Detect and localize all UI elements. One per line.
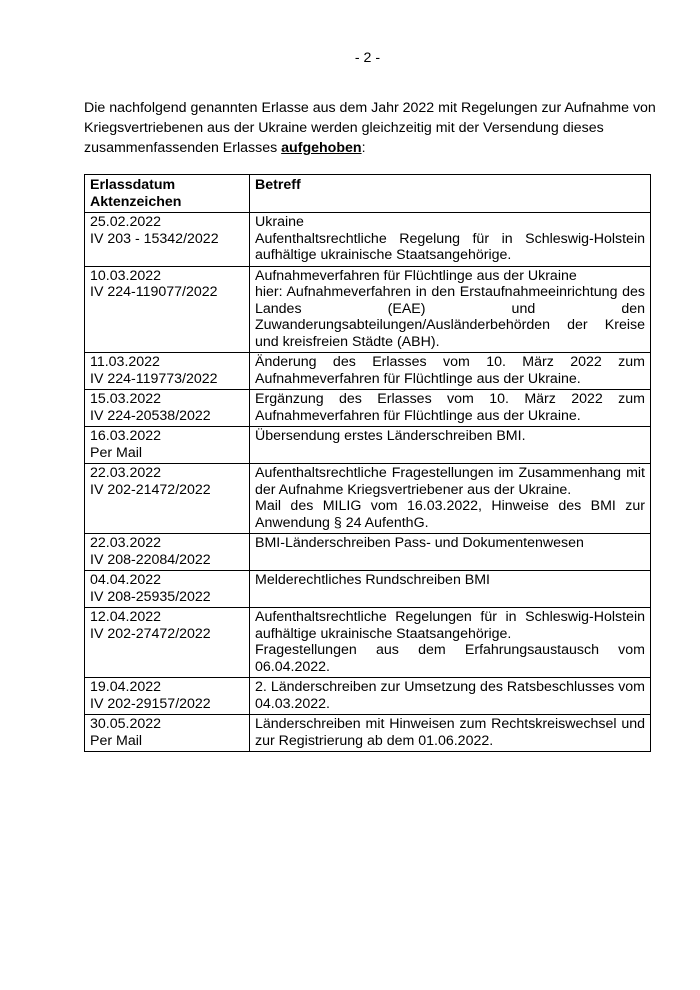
decree-date: 10.03.2022 — [90, 267, 162, 284]
subject-line: Aufenthaltsrechtliche Fragestellungen im Zusammenhang mit der Aufnahme Kriegsvertriebener aus der Ukraine. — [255, 465, 645, 498]
date-reference-cell — [85, 390, 250, 427]
header-subject: Betreff — [250, 175, 651, 213]
subject-line: Aufenthaltsrechtliche Regelungen für in Schleswig-Holstein aufhältige ukrainische Staatsangehörige. — [255, 609, 645, 642]
decree-date: 22.03.2022 — [90, 465, 162, 481]
date-reference-cell — [85, 678, 250, 715]
decree-date: 19.04.2022 — [90, 679, 162, 695]
date-reference-cell — [85, 266, 250, 353]
subject-line: 2. Länderschreiben zur Umsetzung des Ratsbeschlusses vom 04.03.2022. — [255, 679, 645, 712]
decree-reference: IV 208-22084/2022 — [90, 551, 211, 568]
date-reference-cell — [85, 571, 250, 608]
intro-punctuation: : — [361, 140, 366, 156]
decree-reference: IV 202-27472/2022 — [90, 625, 211, 642]
table-row — [85, 571, 651, 608]
subject-cell — [250, 678, 651, 715]
table-row — [85, 213, 651, 267]
decree-date: 15.03.2022 — [90, 391, 162, 407]
subject-cell — [250, 464, 651, 534]
decree-date: 22.03.2022 — [90, 535, 162, 551]
subject-line: hier: Aufnahmeverfahren in den Erstaufnahmeeinrichtung des Landes (EAE) und den Zuwanderungsabteilungen/Ausländerbehörden der Kreise und kreisfreien Städte (ABH). — [255, 284, 645, 350]
intro-emphasis: aufgehoben — [281, 140, 362, 156]
decree-table — [84, 174, 651, 752]
decree-reference: IV 224-119077/2022 — [90, 284, 218, 300]
page-number: - 2 - — [354, 50, 381, 66]
table-row — [85, 608, 651, 678]
decree-date: 12.04.2022 — [90, 609, 162, 625]
intro-text: Die nachfolgend genannten Erlasse aus dem Jahr 2022 mit Regelungen zur Aufnahme von Kriegsvertriebenen aus der Ukraine werden gleichzeitig mit der Versendung dieses zusammenfassenden Erlasses — [84, 100, 656, 156]
table-row — [85, 353, 651, 390]
date-reference-cell — [85, 427, 250, 464]
subject-cell — [250, 571, 651, 608]
table-row — [85, 464, 651, 534]
intro-paragraph — [84, 98, 664, 158]
subject-cell — [250, 213, 651, 267]
table-row — [85, 715, 651, 752]
subject-line: Länderschreiben mit Hinweisen zum Rechtskreiswechsel und zur Registrierung ab dem 01.06.2022. — [255, 716, 645, 749]
subject-line: Aufnahmeverfahren für Flüchtlinge aus der Ukraine — [255, 267, 577, 284]
date-reference-cell — [85, 464, 250, 534]
table-row — [85, 427, 651, 464]
date-reference-cell — [85, 608, 250, 678]
subject-line: Fragestellungen aus dem Erfahrungsaustausch vom 06.04.2022. — [255, 642, 645, 675]
subject-cell — [250, 427, 651, 464]
date-reference-cell — [85, 213, 250, 267]
subject-cell — [250, 353, 651, 390]
decree-date: 04.04.2022 — [90, 572, 162, 588]
decree-reference: IV 224-119773/2022 — [90, 370, 218, 387]
decree-date: 30.05.2022 — [90, 716, 162, 732]
subject-line: Ergänzung des Erlasses vom 10. März 2022 zum Aufnahmeverfahren für Flüchtlinge aus der Ukraine. — [255, 391, 645, 424]
table-row — [85, 534, 651, 571]
date-reference-cell — [85, 715, 250, 752]
table-header-row — [85, 175, 651, 213]
date-reference-cell — [85, 353, 250, 390]
decree-reference: IV 208-25935/2022 — [90, 588, 211, 605]
decree-date: 16.03.2022 — [90, 428, 162, 444]
table-row — [85, 678, 651, 715]
header-reference-label: Aktenzeichen — [90, 193, 182, 210]
decree-reference: Per Mail — [90, 444, 143, 461]
subject-cell — [250, 534, 651, 571]
subject-line: Übersendung erstes Länderschreiben BMI. — [255, 428, 526, 444]
decree-reference: Per Mail — [90, 732, 143, 749]
subject-line: Änderung des Erlasses vom 10. März 2022 zum Aufnahmeverfahren für Flüchtlinge aus der Ukraine. — [255, 354, 645, 387]
date-reference-cell — [85, 534, 250, 571]
subject-line: Mail des MILIG vom 16.03.2022, Hinweise des BMI zur Anwendung § 24 AufenthG. — [255, 498, 645, 531]
subject-line: BMI-Länderschreiben Pass- und Dokumentenwesen — [255, 535, 584, 551]
header-date-label: Erlassdatum — [90, 177, 176, 193]
subject-cell — [250, 608, 651, 678]
decree-reference: IV 203 - 15342/2022 — [90, 230, 219, 247]
subject-cell — [250, 390, 651, 427]
subject-line: Melderechtliches Rundschreiben BMI — [255, 572, 490, 588]
decree-reference: IV 202-29157/2022 — [90, 695, 211, 712]
header-date-reference — [85, 175, 250, 213]
subject-cell — [250, 715, 651, 752]
decree-reference: IV 202-21472/2022 — [90, 481, 211, 498]
table-row — [85, 266, 651, 353]
decree-date: 25.02.2022 — [90, 214, 162, 230]
table-row — [85, 390, 651, 427]
subject-cell — [250, 266, 651, 353]
subject-line: Ukraine — [255, 214, 304, 230]
table-body — [85, 213, 651, 752]
decree-reference: IV 224-20538/2022 — [90, 407, 211, 424]
decree-date: 11.03.2022 — [90, 354, 160, 370]
subject-line: Aufenthaltsrechtliche Regelung für in Schleswig-Holstein aufhältige ukrainische Staatsangehörige. — [255, 230, 645, 263]
